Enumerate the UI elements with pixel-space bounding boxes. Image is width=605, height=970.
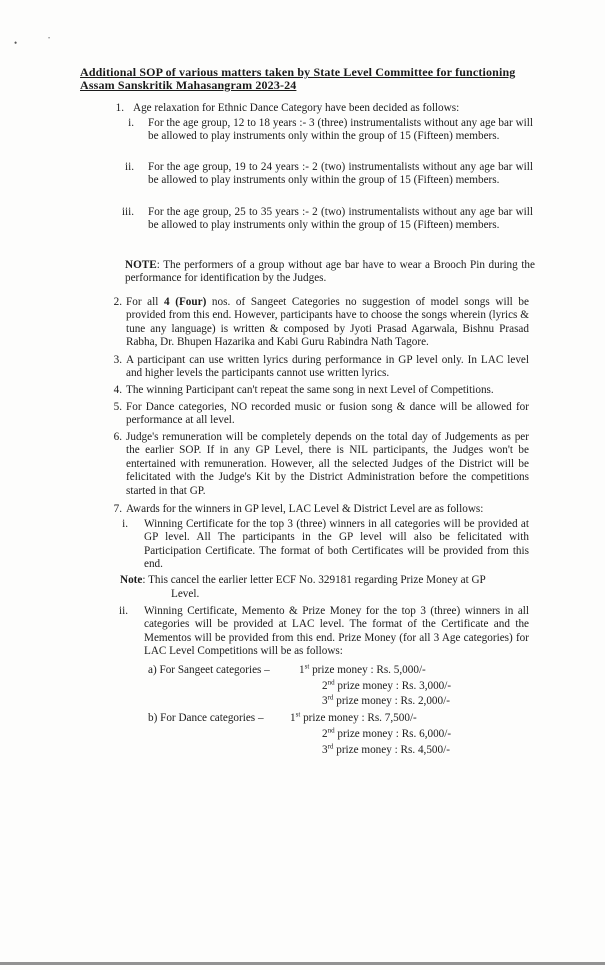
- item-6-number: 6.: [113, 431, 122, 443]
- item-7-sub-1-text: Winning Certificate for the top 3 (three) winners in all categories will be provided at GP level. All The participants in the GP level will also be felicitated with Participation Certificate. The format of both Certificates will be provided from this end.: [144, 518, 529, 571]
- item-1-sub-3-number: iii.: [121, 206, 134, 218]
- dance-prize-label: b) For Dance categories –: [148, 712, 264, 724]
- item-1-number: 1.: [115, 102, 124, 114]
- item-1-sub-2-number: ii.: [124, 161, 134, 173]
- item-7-sub-2-text: Winning Certificate, Memento & Prize Money for the top 3 (three) winners in all categories will be provided at LAC level. The format of the Certificate and the Mementos will be provided from this end. Prize Money (for all 3 Age categories) for LAC Level Competitions will be as follows:: [144, 605, 529, 658]
- item-7-note-label: Note: [120, 574, 143, 586]
- item-7-number: 7.: [113, 503, 122, 515]
- item-7-text: Awards for the winners in GP level, LAC Level & District Level are as follows:: [126, 503, 484, 515]
- sangeet-prize-2: 2nd prize money : Rs. 3,000/-: [322, 678, 452, 692]
- scan-mark: •: [14, 38, 18, 48]
- item-3-text: A participant can use written lyrics during performance in GP level only. In LAC level and higher levels the participants cannot use written lyrics.: [126, 354, 529, 380]
- item-7-sub-1-number: i.: [122, 518, 128, 530]
- dance-prize-1: 1st prize money : Rs. 7,500/-: [290, 710, 417, 724]
- item-2-post: nos. of Sangeet Categories no suggestion of model songs will be provided from this end. However, participants have to choose the songs wherein (lyrics & tune any language) is written & composed by Jyoti Prasad Agarwala, Bishnu Prasad Rabha, Dr. Bhupen Hazarika and Kabi Guru Rabindra Nath Tagore.: [126, 296, 529, 349]
- item-1-note: [125, 259, 535, 286]
- item-4-text: The winning Participant can't repeat the same song in next Level of Competitions.: [126, 384, 494, 396]
- item-7-note: [120, 574, 486, 587]
- item-1-note-label: NOTE: [125, 259, 157, 271]
- sangeet-prize-3: 3rd prize money : Rs. 2,000/-: [322, 693, 450, 707]
- item-1-sub-1-text: For the age group, 12 to 18 years :- 3 (three) instrumentalists without any age bar will be allowed to play instruments only within the group of 15 (Fifteen) members.: [148, 117, 533, 143]
- sangeet-prize-1: 1st prize money : Rs. 5,000/-: [299, 662, 426, 676]
- item-1-sub-1-number: i.: [128, 117, 134, 129]
- scan-bottom-edge: [0, 962, 605, 965]
- item-2-text: [126, 296, 529, 350]
- item-1-sub-3-text: For the age group, 25 to 35 years :- 2 (two) instrumentalists without any age bar will be allowed to play instruments only within the group of 15 (Fifteen) members.: [148, 206, 533, 232]
- item-1-note-text: : The performers of a group without age bar have to wear a Brooch Pin during the performance for identification by the Judges.: [125, 259, 535, 285]
- item-1-text: Age relaxation for Ethnic Dance Category have been decided as follows:: [133, 102, 460, 114]
- item-7-sub-2-number: ii.: [118, 605, 128, 617]
- item-3-number: 3.: [113, 354, 122, 366]
- item-7-note-line2: Level.: [171, 588, 200, 600]
- sangeet-prize-label: a) For Sangeet categories –: [148, 664, 270, 676]
- item-5-number: 5.: [113, 401, 122, 413]
- item-5-text: For Dance categories, NO recorded music or fusion song & dance will be allowed for performance at all level.: [126, 401, 529, 427]
- item-2-bold: 4 (Four): [164, 296, 207, 308]
- scan-mark-2: •: [48, 36, 51, 42]
- item-4-number: 4.: [113, 384, 122, 396]
- item-6-text: Judge's remuneration will be completely depends on the total day of Judgements as per the earlier SOP. If in any GP Level, there is NIL participants, the Judges won't be entertained with remuneration. However, all the selected Judges of the District will be felicitated with the Judge's Kit by the District Administration before the competitions started in that GP.: [126, 431, 529, 497]
- dance-prize-2: 2nd prize money : Rs. 6,000/-: [322, 726, 452, 740]
- document-title: Additional SOP of various matters taken by State Level Committee for functioning Assam Sanskritik Mahasangram 2023-24: [80, 65, 516, 92]
- dance-prize-3: 3rd prize money : Rs. 4,500/-: [322, 742, 450, 756]
- item-2-number: 2.: [113, 296, 122, 308]
- item-1-sub-2-text: For the age group, 19 to 24 years :- 2 (two) instrumentalists without any age bar will be allowed to play instruments only within the group of 15 (Fifteen) members.: [148, 161, 533, 187]
- item-2-pre: For all: [126, 296, 164, 308]
- item-7-note-line1: : This cancel the earlier letter ECF No. 329181 regarding Prize Money at GP: [142, 574, 486, 586]
